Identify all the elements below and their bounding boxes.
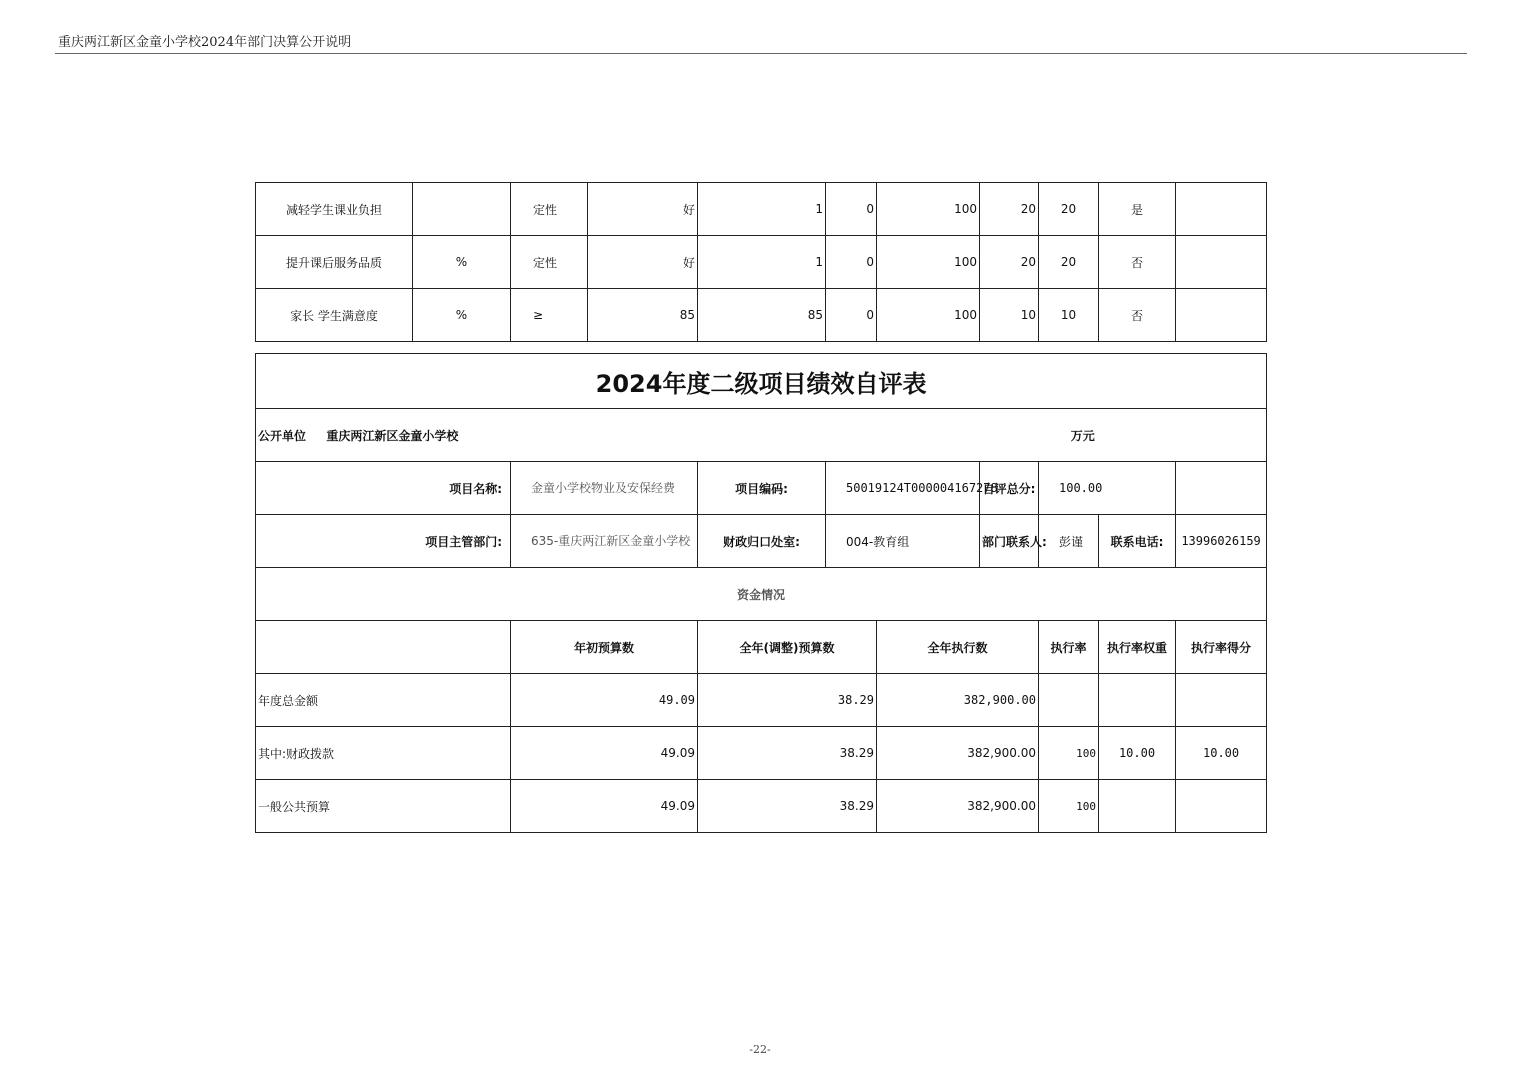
indicator-row [256, 236, 1267, 289]
project-name: 金童小学校物业及安保经费 [511, 462, 698, 515]
indicator-flag: 否 [1099, 289, 1176, 342]
indicator-col9: 20 [1039, 236, 1099, 289]
project-name-label: 项目名称: [256, 462, 511, 515]
funds-score: 10.00 [1176, 727, 1267, 780]
funds-rate: 100 [1039, 727, 1099, 780]
indicator-unit: % [413, 236, 511, 289]
funds-initial: 49.09 [511, 727, 698, 780]
indicator-flag: 是 [1099, 183, 1176, 236]
indicator-type: 定性 [511, 183, 588, 236]
indicator-note [1176, 236, 1267, 289]
score-label: 自评总分: [980, 462, 1039, 515]
indicator-table [255, 182, 1267, 342]
org-label: 公开单位 [258, 428, 307, 443]
dept-name: 635-重庆两江新区金童小学校 [511, 515, 698, 568]
funds-header-score: 执行率得分 [1176, 621, 1267, 674]
funds-executed: 382,900.00 [877, 780, 1039, 833]
funds-header-rate: 执行率 [1039, 621, 1099, 674]
indicator-name: 减轻学生课业负担 [256, 183, 413, 236]
funds-rate [1039, 674, 1099, 727]
project-code-label: 项目编码: [698, 462, 826, 515]
page-number: -22- [749, 1043, 771, 1056]
indicator-note [1176, 289, 1267, 342]
dept-label: 项目主管部门: [256, 515, 511, 568]
indicator-col9: 20 [1039, 183, 1099, 236]
funds-label: 一般公共预算 [256, 780, 511, 833]
indicator-target: 85 [588, 289, 698, 342]
funds-header-blank [256, 621, 511, 674]
funds-row [256, 727, 1267, 780]
funds-weight [1099, 674, 1176, 727]
indicator-name: 家长 学生满意度 [256, 289, 413, 342]
funds-adjusted: 38.29 [698, 727, 877, 780]
finance-label: 财政归口处室: [698, 515, 826, 568]
project-info-row [256, 462, 1267, 515]
funds-header-weight: 执行率权重 [1099, 621, 1176, 674]
funds-row [256, 674, 1267, 727]
funds-header-row [256, 621, 1267, 674]
indicator-type: ≥ [511, 289, 588, 342]
indicator-col8: 10 [980, 289, 1039, 342]
funds-label: 其中:财政拨款 [256, 727, 511, 780]
phone-label: 联系电话: [1099, 515, 1176, 568]
indicator-target: 好 [588, 183, 698, 236]
phone-number: 13996026159 [1176, 515, 1267, 568]
funds-section-title: 资金情况 [256, 568, 1267, 621]
funds-weight: 10.00 [1099, 727, 1176, 780]
funds-weight [1099, 780, 1176, 833]
funds-adjusted: 38.29 [698, 780, 877, 833]
funds-header-initial: 年初预算数 [511, 621, 698, 674]
project-code: 50019124T000004167278 [826, 462, 980, 515]
funds-header-adjusted: 全年(调整)预算数 [698, 621, 877, 674]
contact-person: 彭谨 [1039, 515, 1099, 568]
empty-cell [1176, 462, 1267, 515]
indicator-actual: 85 [698, 289, 826, 342]
funds-rate: 100 [1039, 780, 1099, 833]
indicator-col7: 100 [877, 236, 980, 289]
indicator-col6: 0 [826, 236, 877, 289]
funds-section-row [256, 568, 1267, 621]
indicator-col9: 10 [1039, 289, 1099, 342]
indicator-col7: 100 [877, 289, 980, 342]
indicator-col8: 20 [980, 236, 1039, 289]
indicator-col6: 0 [826, 183, 877, 236]
form-title-row [256, 354, 1267, 409]
indicator-actual: 1 [698, 183, 826, 236]
indicator-unit: % [413, 289, 511, 342]
header-divider [55, 53, 1467, 54]
funds-initial: 49.09 [511, 674, 698, 727]
org-cell [256, 409, 1267, 462]
funds-score [1176, 780, 1267, 833]
funds-label: 年度总金额 [256, 674, 511, 727]
indicator-actual: 1 [698, 236, 826, 289]
funds-adjusted: 38.29 [698, 674, 877, 727]
funds-score [1176, 674, 1267, 727]
indicator-name: 提升课后服务品质 [256, 236, 413, 289]
indicator-row [256, 289, 1267, 342]
indicator-flag: 否 [1099, 236, 1176, 289]
indicator-col7: 100 [877, 183, 980, 236]
indicator-type: 定性 [511, 236, 588, 289]
indicator-note [1176, 183, 1267, 236]
funds-executed: 382,900.00 [877, 727, 1039, 780]
form-title: 2024年度二级项目绩效自评表 [256, 354, 1267, 409]
unit-label: 万元 [1070, 428, 1095, 443]
indicator-row [256, 183, 1267, 236]
page-header-title: 重庆两江新区金童小学校2024年部门决算公开说明 [58, 35, 352, 50]
indicator-col6: 0 [826, 289, 877, 342]
dept-info-row [256, 515, 1267, 568]
self-evaluation-table [255, 353, 1267, 833]
org-name: 重庆两江新区金童小学校 [326, 428, 459, 443]
finance-office: 004-教育组 [826, 515, 980, 568]
indicator-col8: 20 [980, 183, 1039, 236]
indicator-unit [413, 183, 511, 236]
org-row [256, 409, 1267, 462]
funds-executed: 382,900.00 [877, 674, 1039, 727]
funds-initial: 49.09 [511, 780, 698, 833]
self-score: 100.00 [1039, 462, 1176, 515]
funds-header-executed: 全年执行数 [877, 621, 1039, 674]
indicator-target: 好 [588, 236, 698, 289]
funds-row [256, 780, 1267, 833]
contact-label: 部门联系人: [980, 515, 1039, 568]
